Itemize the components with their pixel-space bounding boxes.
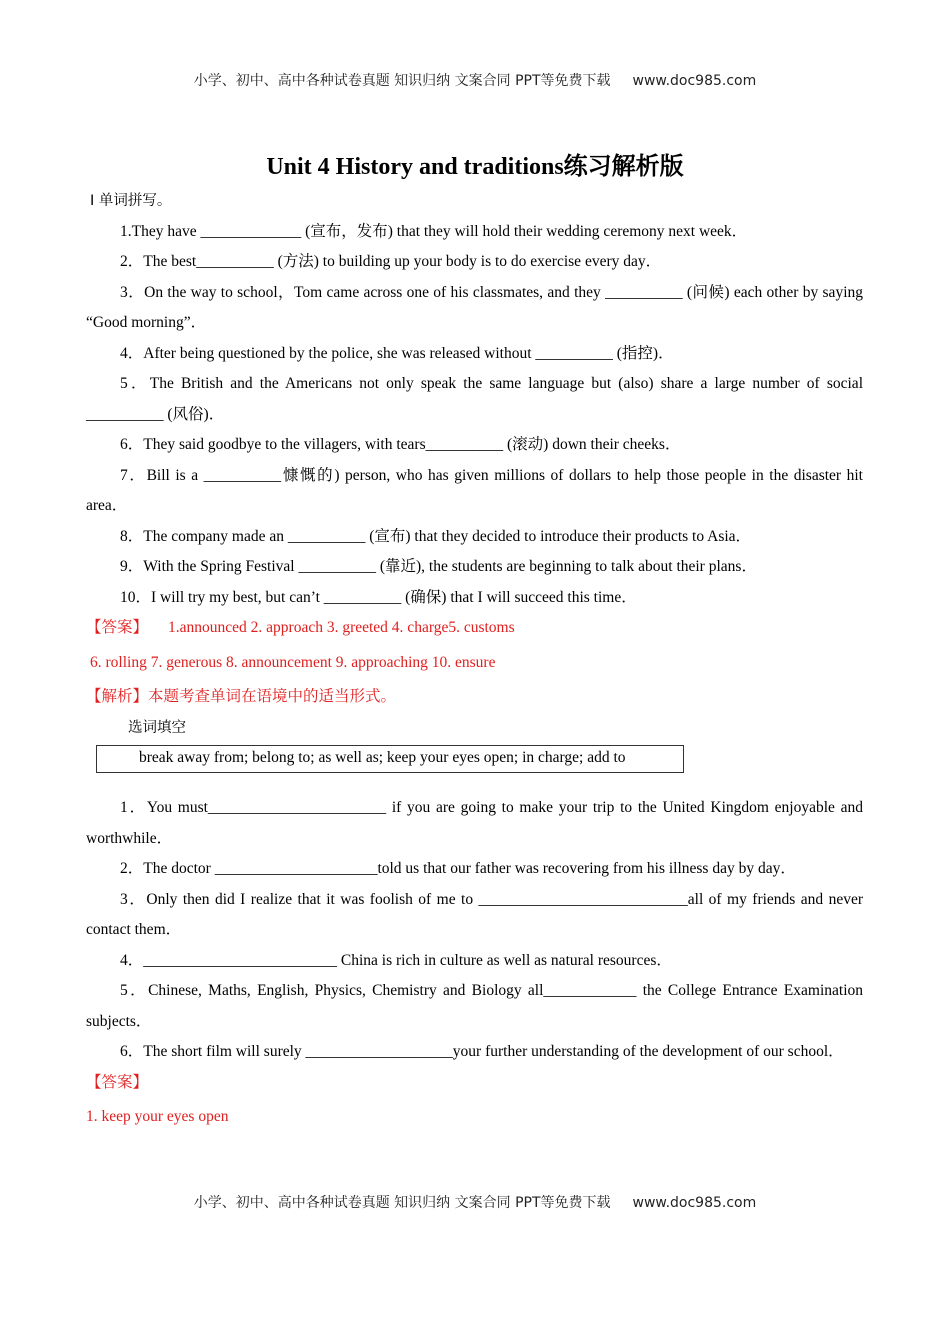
page-title: Unit 4 History and traditions练习解析版	[266, 154, 684, 180]
word-bank-box: break away from; belong to; as well as; keep your eyes open; in charge; add to	[96, 745, 684, 773]
document-body	[86, 186, 863, 1137]
question-item: 6．The short film will surely ___________________your further understanding of the development of our school．	[120, 1043, 844, 1060]
question-item: 6．They said goodbye to the villagers, with tears__________ (滚动) down their cheeks．	[120, 436, 681, 453]
question-item: 5．The British and the Americans not only speak the same language but (also) share a large number of social __________ (风俗)．	[86, 375, 863, 423]
answer-values-2: 6. rolling 7. generous 8. announcement 9. approaching 10. ensure	[90, 653, 496, 671]
question-item: 1．You must_______________________ if you are going to make your trip to the United Kingdom enjoyable and worthwhile．	[86, 799, 863, 847]
answer-label: 【答案】	[86, 619, 149, 636]
analysis-label: 【解析】	[86, 688, 149, 705]
question-item: 3．On the way to school，Tom came across one of his classmates, and they __________ (问候) each other by saying “Good morning”．	[86, 283, 863, 331]
section2-heading: 选词填空	[128, 719, 186, 736]
page-footer	[0, 1192, 950, 1212]
question-item: 5．Chinese, Maths, English, Physics, Chemistry and Biology all____________ the College Entrance Examination subjects．	[86, 982, 863, 1030]
question-item: 2．The doctor _____________________told us that our father was recovering from his illness day by day．	[120, 860, 796, 877]
page-header	[0, 70, 950, 90]
header-text: 小学、初中、高中各种试卷真题 知识归纳 文案合同 PPT等免费下载	[193, 73, 611, 89]
question-item: 2．The best__________ (方法) to building up your body is to do exercise every day．	[120, 253, 662, 270]
question-item: 9．With the Spring Festival __________ (靠近), the students are beginning to talk about their plans．	[120, 558, 757, 575]
answer-label-2: 【答案】	[86, 1073, 149, 1091]
answer-first: 1. keep your eyes open	[86, 1108, 229, 1125]
question-item: 10．I will try my best, but can’t __________ (确保) that I will succeed this time．	[120, 588, 637, 606]
footer-site-link[interactable]: www.doc985.com	[632, 1195, 757, 1211]
analysis-line	[86, 682, 863, 713]
question-item: 1.They have _____________ (宣布，发布) that they will hold their wedding ceremony next week．	[120, 222, 748, 240]
section1-heading: Ⅰ 单词拼写。	[90, 193, 172, 209]
question-item: 3．Only then did I realize that it was foolish of me to ___________________________all of my friends and never contact them．	[86, 890, 863, 938]
spacer	[86, 773, 863, 793]
analysis-text: 本题考查单词在语境中的适当形式。	[148, 688, 397, 705]
header-site-link[interactable]: www.doc985.com	[632, 73, 757, 89]
question-item: 7．Bill is a __________慷慨的) person, who has given millions of dollars to help those people in the disaster hit area．	[86, 466, 863, 514]
answer-values-1: 1.announced 2. approach 3. greeted 4. charge5. customs	[168, 619, 515, 636]
question-item: 4．After being questioned by the police, she was released without __________ (指控)．	[120, 344, 674, 362]
question-item: 8．The company made an __________ (宣布) that they decided to introduce their products to Asia．	[120, 527, 752, 545]
answer-line-1	[86, 613, 863, 644]
question-item: 4．_________________________ China is rich in culture as well as natural resources．	[120, 951, 672, 969]
footer-text: 小学、初中、高中各种试卷真题 知识归纳 文案合同 PPT等免费下载	[193, 1195, 611, 1211]
